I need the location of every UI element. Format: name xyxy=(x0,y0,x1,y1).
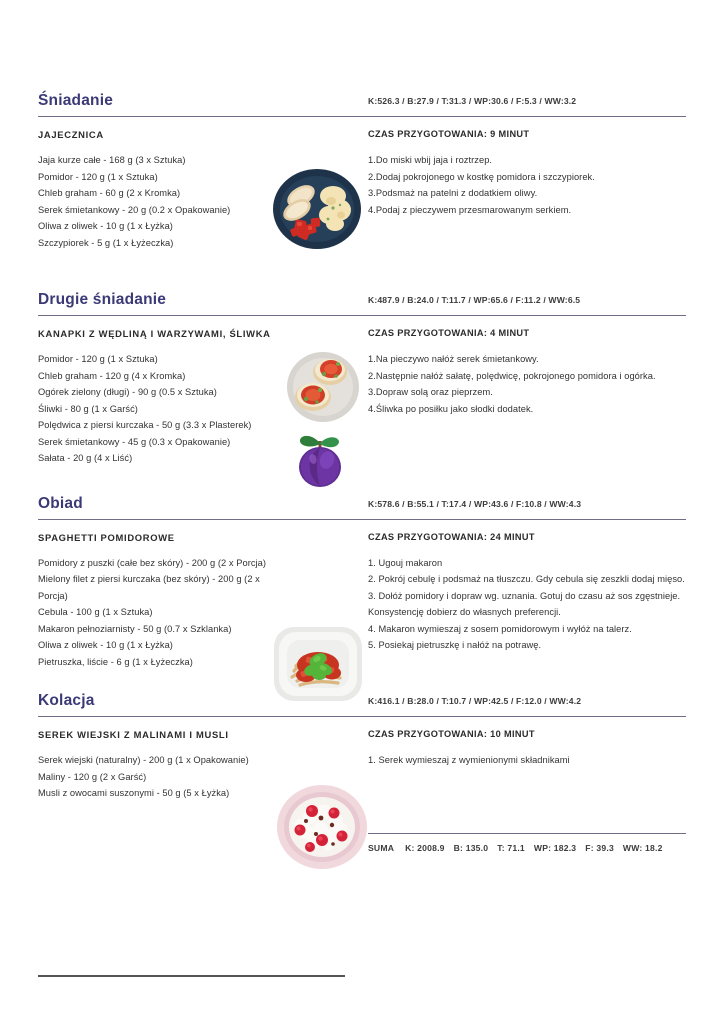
ingredients-column xyxy=(38,327,368,467)
list-item: 4. Makaron wymieszaj z sosem pomidorowym i wyłóż na talerz. xyxy=(368,623,632,634)
meal-header xyxy=(38,686,686,710)
meal-plan-content xyxy=(38,86,686,853)
list-item: 1.Na pieczywo nałóż serek śmietankowy. xyxy=(368,354,539,364)
list-item: Maliny - 120 g (2 x Garść) xyxy=(38,771,147,782)
summary-fat: T: 71.1 xyxy=(497,842,525,853)
prep-time-label: CZAS PRZYGOTOWANIA: 24 MINUT xyxy=(368,531,535,542)
meal-title: Śniadanie xyxy=(38,92,114,109)
meal-section-obiad xyxy=(38,489,686,671)
list-item: Ogórek zielony (długi) - 90 g (0.5 x Sztuka) xyxy=(38,387,217,397)
instruction-list xyxy=(368,351,686,417)
dish-name: KANAPKI Z WĘDLINĄ I WARZYWAMI, ŚLIWKA xyxy=(38,328,271,339)
tomato-sandwiches-image xyxy=(286,351,360,423)
summary-label: SUMA xyxy=(368,842,395,853)
summary-totals xyxy=(368,843,686,853)
meal-title: Obiad xyxy=(38,494,83,512)
list-item: Oliwa z oliwek - 10 g (1 x Łyżka) xyxy=(38,640,173,650)
meal-body xyxy=(38,117,686,251)
summary-kcal: K: 2008.9 xyxy=(405,842,445,853)
list-item: 2. Pokrój cebulę i podsmaż na tłuszczu. Gdy cebula się zeszkli dodaj mięso. xyxy=(368,574,685,584)
list-item: 3.Dopraw solą oraz pieprzem. xyxy=(368,387,493,397)
summary-protein: B: 135.0 xyxy=(453,842,489,853)
scrambled-eggs-plate-image xyxy=(271,168,363,250)
list-item: Musli z owocami suszonymi - 50 g (5 x Łyżka) xyxy=(38,788,230,798)
list-item: 2.Dodaj pokrojonego w kostkę pomidora i szczypiorek. xyxy=(368,171,595,182)
meal-header xyxy=(38,285,686,309)
list-item: Serek wiejski (naturalny) - 200 g (1 x Opakowanie) xyxy=(38,755,249,765)
meal-section-sniadanie xyxy=(38,86,686,251)
meal-body xyxy=(38,717,686,853)
prep-time-label: CZAS PRZYGOTOWANIA: 9 MINUT xyxy=(368,129,530,139)
summary-fiber: F: 39.3 xyxy=(585,842,614,853)
cottage-cheese-raspberries-bowl-image xyxy=(276,784,368,870)
list-item: Pietruszka, liście - 6 g (1 x Łyżeczka) xyxy=(38,656,193,667)
instructions-column xyxy=(368,327,686,467)
meal-body xyxy=(38,316,686,467)
list-item: 3.Podsmaż na patelni z dodatkiem oliwy. xyxy=(368,188,538,198)
list-item: 5. Posiekaj pietruszkę i nałóż na potrawę. xyxy=(368,640,542,650)
dish-name: JAJECZNICA xyxy=(38,129,104,140)
meal-section-drugie-sniadanie xyxy=(38,285,686,467)
meal-header xyxy=(38,86,686,110)
list-item: 1.Do miski wbij jaja i roztrzep. xyxy=(368,155,493,165)
list-item: Pomidor - 120 g (1 x Sztuka) xyxy=(38,354,158,364)
meal-title: Kolacja xyxy=(38,692,95,709)
instruction-list xyxy=(368,752,686,769)
dish-name: SEREK WIEJSKI Z MALINAMI I MUSLI xyxy=(38,729,229,740)
list-item: Śliwki - 80 g (1 x Garść) xyxy=(38,403,138,414)
instruction-list xyxy=(368,555,686,654)
ingredients-column xyxy=(38,531,368,671)
list-item: Szczypiorek - 5 g (1 x Łyżeczka) xyxy=(38,237,174,248)
list-item: Chleb graham - 60 g (2 x Kromka) xyxy=(38,188,181,198)
instructions-column xyxy=(368,728,686,853)
list-item: 2.Następnie nałóż sałatę, polędwicę, pokrojonego pomidora i ogórka. xyxy=(368,370,656,381)
ingredients-column xyxy=(38,728,368,853)
meal-macros: K:578.6 / B:55.1 / T:17.4 / WP:43.6 / F:10.8 / WW:4.3 xyxy=(368,498,582,509)
instructions-column xyxy=(368,128,686,251)
meal-macros: K:416.1 / B:28.0 / T:10.7 / WP:42.5 / F:12.0 / WW:4.2 xyxy=(368,696,582,706)
list-item: Serek śmietankowy - 20 g (0.2 x Opakowanie) xyxy=(38,204,231,215)
list-item: Mielony filet z piersi kurczaka (bez skóry) - 200 g (2 x Porcja) xyxy=(38,574,260,601)
list-item: Makaron pełnoziarnisty - 50 g (0.7 x Szklanka) xyxy=(38,623,232,634)
footer-divider xyxy=(38,975,345,977)
meal-macros: K:526.3 / B:27.9 / T:31.3 / WP:30.6 / F:5.3 / WW:3.2 xyxy=(368,96,577,106)
prep-time-label: CZAS PRZYGOTOWANIA: 10 MINUT xyxy=(368,729,535,739)
list-item: 1. Serek wymieszaj z wymienionymi składnikami xyxy=(368,755,570,765)
prep-time-label: CZAS PRZYGOTOWANIA: 4 MINUT xyxy=(368,328,530,338)
list-item: Jaja kurze całe - 168 g (3 x Sztuka) xyxy=(38,155,186,165)
list-item: Sałata - 20 g (4 x Liść) xyxy=(38,453,133,463)
meal-body xyxy=(38,520,686,671)
list-item: 1. Ugouj makaron xyxy=(368,557,443,568)
meal-section-kolacja xyxy=(38,686,686,853)
dish-name: SPAGHETTI POMIDOROWE xyxy=(38,531,175,543)
list-item: Oliwa z oliwek - 10 g (1 x Łyżka) xyxy=(38,221,173,231)
meal-title: Drugie śniadanie xyxy=(38,291,167,308)
list-item: Polędwica z piersi kurczaka - 50 g (3.3 x Plasterek) xyxy=(38,420,252,430)
summary-ww: WW: 18.2 xyxy=(622,842,663,853)
list-item: Chleb graham - 120 g (4 x Kromka) xyxy=(38,370,186,381)
instruction-list xyxy=(368,152,686,218)
list-item: Pomidory z puszki (całe bez skóry) - 200 g (2 x Porcja) xyxy=(38,557,267,568)
list-item: Serek śmietankowy - 45 g (0.3 x Opakowanie) xyxy=(38,436,231,447)
summary-divider xyxy=(368,833,686,834)
plum-illustration xyxy=(287,427,353,489)
meal-header xyxy=(38,489,686,513)
list-item: 4.Śliwka po posiłku jako słodki dodatek. xyxy=(368,403,534,414)
instructions-column xyxy=(368,531,686,671)
list-item: Cebula - 100 g (1 x Sztuka) xyxy=(38,607,153,617)
list-item: Pomidor - 120 g (1 x Sztuka) xyxy=(38,171,158,182)
list-item: 4.Podaj z pieczywem przesmarowanym serkiem. xyxy=(368,204,572,215)
summary-carbs: WP: 182.3 xyxy=(533,842,577,853)
ingredients-column xyxy=(38,128,368,251)
list-item: 3. Dołóż pomidory i dopraw wg. uznania. Gotuj do czasu aż sos zgęstnieje. Konsystencję dobierz do własnych preferencji. xyxy=(368,590,681,617)
meal-macros: K:487.9 / B:24.0 / T:11.7 / WP:65.6 / F:11.2 / WW:6.5 xyxy=(368,295,581,305)
